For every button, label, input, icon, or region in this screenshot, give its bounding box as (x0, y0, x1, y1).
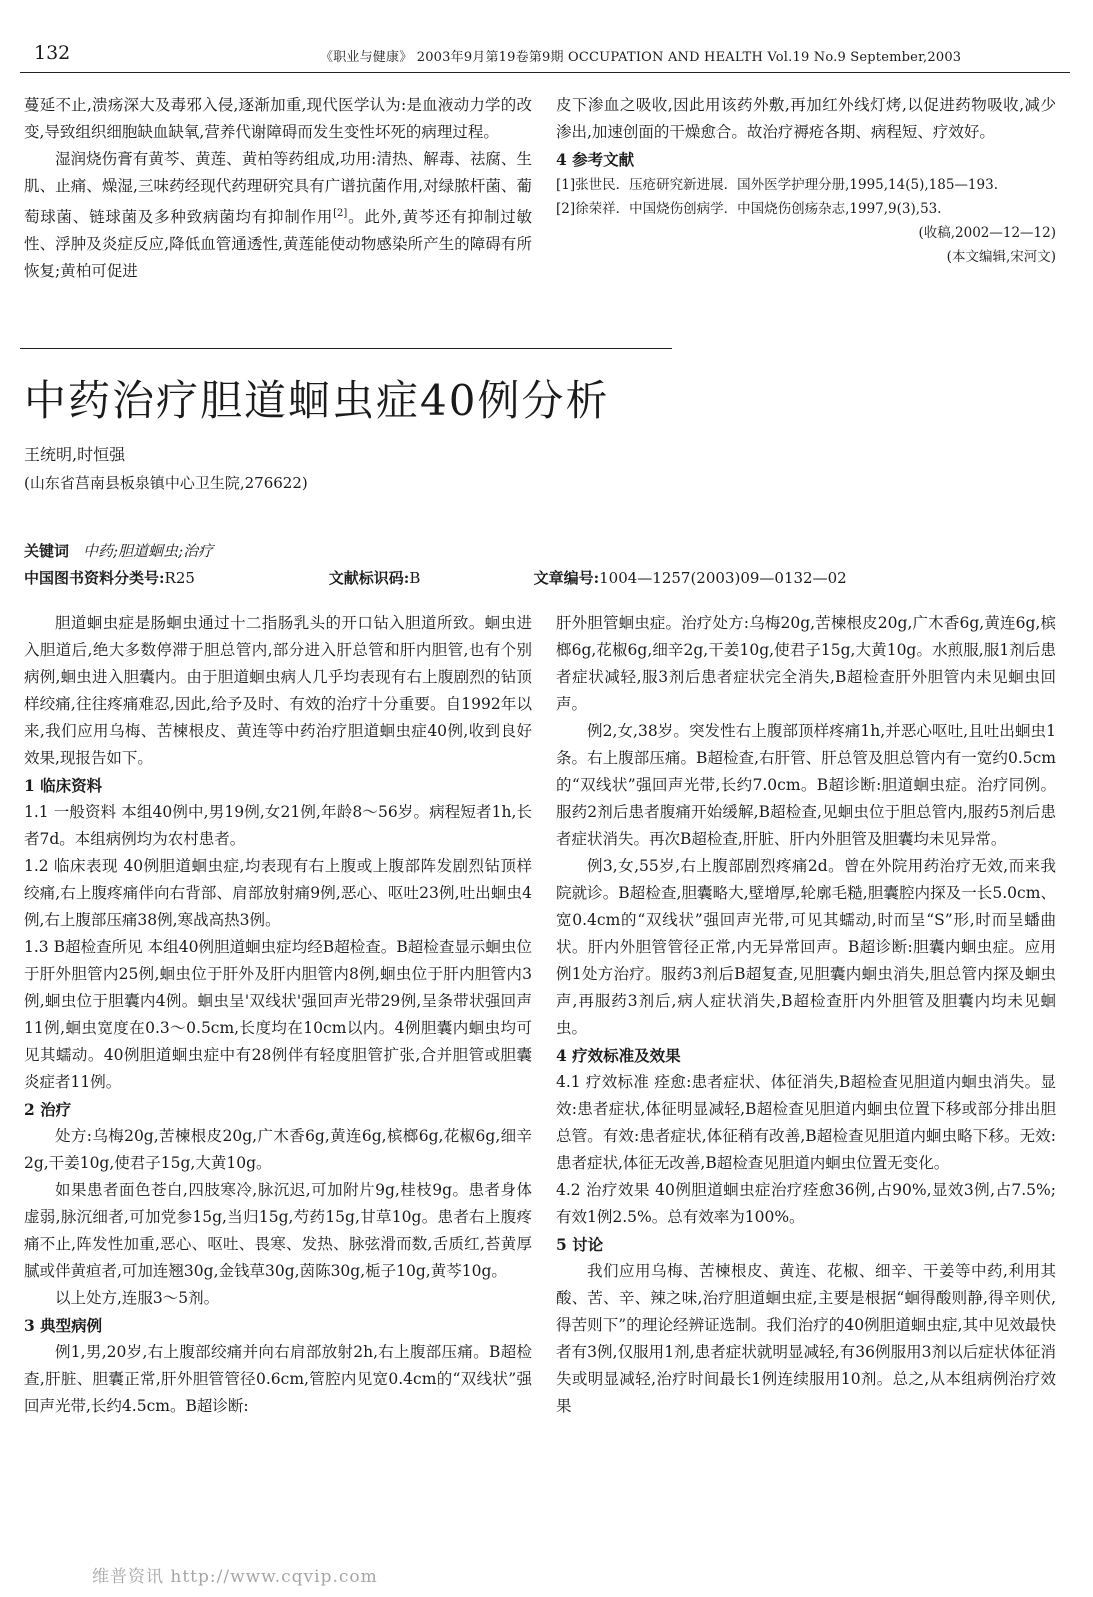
keywords-value: 中药;胆道蛔虫;治疗 (83, 542, 214, 560)
clc-field: 中国图书资料分类号:R25 (24, 569, 195, 587)
body-paragraph: 例3,女,55岁,右上腹部剧烈疼痛2d。曾在外院用药治疗无效,而来我院就诊。B超检查,胆囊略大,壁增厚,轮廓毛糙,胆囊腔内探及一长5.0cm、宽0.4cm的“双线状”强回声光带,可见其蠕动,时而呈“S”形,时而呈蟠曲状。肝内外胆管管径正常,内无异常回声。B超诊断:胆囊内蛔虫症。应用例1处方治疗。服药3剂后B超复查,见胆囊内蛔虫消失,胆总管内探及蛔虫声,再服药3剂后,病人症状消失,B超检查肝内外胆管及胆囊内均未见蛔虫。 (556, 857, 1056, 1037)
body-paragraph: 处方:乌梅20g,苦楝根皮20g,广木香6g,黄连6g,槟榔6g,花椒6g,细辛2g,干姜10g,使君子15g,大黄10g。 (24, 1127, 532, 1172)
prev-article-left-column (24, 92, 532, 285)
section-heading: 3 典型病例 (24, 1316, 103, 1335)
continued-paragraph: 肝外胆管蛔虫症。治疗处方:乌梅20g,苦楝根皮20g,广木香6g,黄连6g,槟榔6g,花椒6g,细辛2g,干姜10g,使君子15g,大黄10g。水煎服,服1剂后患者症状减轻,服3剂后患者症状完全消失,B超检查肝外胆管内未见蛔虫回声。 (556, 614, 1056, 713)
body-paragraph: 我们应用乌梅、苦楝根皮、黄连、花椒、细辛、干姜等中药,利用其酸、苦、辛、辣之味,治疗胆道蛔虫症,主要是根据“蛔得酸则静,得辛则伏,得苦则下”的理论经辨证选制。我们治疗的40例胆道蛔虫症,其中见效最快者有3例,仅服用1剂,患者症状就明显减轻,有36例服用3剂以后症状体征消失或明显减轻,治疗时间最长1例连续服用10剂。总之,从本组病例治疗效果 (556, 1262, 1056, 1415)
body-paragraph: 以上处方,连服3～5剂。 (55, 1289, 220, 1307)
prev-article-paragraph: 皮下渗血之吸收,因此用该药外敷,再加红外线灯烤,以促进药物吸收,减少渗出,加速创面的干燥愈合。故治疗褥疮各期、病程短、疗效好。 (556, 96, 1056, 141)
title-rule (20, 348, 672, 349)
reference-list (556, 173, 1056, 221)
reference-item: [1]张世民．压疮研究新进展．国外医学护理分册,1995,14(5),185—193. (556, 177, 998, 193)
authors: 王统明,时恒强 (24, 445, 126, 464)
subsection-paragraph: 4.2 治疗效果 40例胆道蛔虫症治疗痊愈36例,占90%,显效3例,占7.5%;有效1例2.5%。总有效率为100%。 (556, 1181, 1056, 1226)
subsection-paragraph: 1.2 临床表现 40例胆道蛔虫症,均表现有右上腹或上腹部阵发剧烈钻顶样绞痛,右上腹疼痛伴向右背部、肩部放射痛9例,恶心、呕吐23例,吐出蛔虫4例,右上腹部压痛38例,寒战高热3例。 (24, 857, 532, 929)
header-rule (20, 72, 1070, 73)
page-number: 132 (34, 42, 71, 64)
body-paragraph: 例2,女,38岁。突发性右上腹部顶样疼痛1h,并恶心呕吐,且吐出蛔虫1条。右上腹部压痛。B超检查,右肝管、肝总管及胆总管内有一宽约0.5cm的“双线状”强回声光带,长约7.0cm。B超诊断:胆道蛔虫症。治疗同例。服药2剂后患者腹痛开始缓解,B超检查,见蛔虫位于胆总管内,服药5剂后患者症状消失。再次B超检查,肝脏、肝内外胆管及胆囊均未见异常。 (556, 722, 1056, 848)
keywords-line (24, 540, 213, 561)
classification-line (24, 567, 1064, 588)
doc-code-field: 文献标识码:B (328, 569, 421, 587)
section-heading: 5 讨论 (556, 1235, 604, 1254)
editor-note: (本文编辑,宋河文) (946, 249, 1056, 265)
journal-running-header: 《职业与健康》 2003年9月第19卷第9期 OCCUPATION AND HEALTH Vol.19 No.9 September,2003 (320, 50, 962, 65)
keywords-label: 关键词 (24, 542, 70, 560)
prev-article-paragraph: 蔓延不止,溃疡深大及毒邪入侵,逐渐加重,现代医学认为:是血液动力学的改变,导致组织细胞缺血缺氧,营养代谢障碍而发生变性坏死的病理过程。 (24, 96, 532, 141)
body-left-column (24, 610, 532, 1420)
article-title: 中药治疗胆道蛔虫症40例分析 (24, 376, 610, 425)
section-heading: 2 治疗 (24, 1100, 72, 1119)
reference-item: [2]徐荣祥．中国烧伤创病学．中国烧伤创疡杂志,1997,9(3),53. (556, 201, 942, 217)
body-paragraph: 胆道蛔虫症是肠蛔虫通过十二指肠乳头的开口钻入胆道所致。蛔虫进入胆道后,绝大多数停滞于胆总管内,部分进入肝总管和肝内胆管,也有个别病例,蛔虫进入胆囊内。由于胆道蛔虫病人几乎均表现有右上腹剧烈的钻顶样绞痛,往往疼痛难忍,因此,给予及时、有效的治疗十分重要。自1992年以来,我们应用乌梅、苦楝根皮、黄连等中药治疗胆道蛔虫症40例,收到良好效果,现报告如下。 (24, 614, 532, 767)
section-heading: 4 疗效标准及效果 (556, 1046, 681, 1065)
received-date: (收稿,2002—12—12) (918, 225, 1056, 241)
subsection-paragraph: 4.1 疗效标准 痊愈:患者症状、体征消失,B超检查见胆道内蛔虫消失。显效:患者症状,体征明显减轻,B超检查见胆道内蛔虫位置下移或部分排出胆总管。有效:患者症状,体征稍有改善,B超检查见胆道内蛔虫略下移。无效:患者症状,体征无改善,B超检查见胆道内蛔虫位置无变化。 (556, 1073, 1056, 1172)
watermark: 维普资讯 http://www.cqvip.com (92, 1567, 378, 1587)
citation-mark: [2] (333, 208, 348, 219)
body-right-column (556, 610, 1056, 1420)
prev-article-paragraph: 湿润烧伤膏有黄芩、黄莲、黄柏等药组成,功用:清热、解毒、祛腐、生肌、止痛、燥湿,三味药经现代药理研究具有广谱抗菌作用,对绿脓杆菌、葡萄球菌、链球菌及多种致病菌均有抑制作用[2]。此外,黄芩还有抑制过敏性、浮肿及炎症反应,降低血管通透性,黄莲能使动物感染所产生的障碍有所恢复;黄柏可促进 (24, 150, 532, 281)
prev-article-right-column (556, 92, 1056, 269)
section-heading: 1 临床资料 (24, 776, 103, 795)
body-paragraph: 如果患者面色苍白,四肢寒冷,脉沉迟,可加附片9g,桂枝9g。患者身体虚弱,脉沉细者,可加党参15g,当归15g,芍药15g,甘草10g。患者右上腹疼痛不止,阵发性加重,恶心、呕吐、畏寒、发热、脉弦滑而数,舌质红,苔黄厚腻或伴黄疸者,可加连翘30g,金钱草30g,茵陈30g,栀子10g,黄芩10g。 (24, 1181, 532, 1280)
subsection-paragraph: 1.1 一般资料 本组40例中,男19例,女21例,年龄8～56岁。病程短者1h,长者7d。本组病例均为农村患者。 (24, 803, 532, 848)
references-heading: 4 参考文献 (556, 150, 635, 169)
affiliation: (山东省莒南县板泉镇中心卫生院,276622) (24, 474, 308, 492)
article-number-field: 文章编号:1004—1257(2003)09—0132—02 (533, 569, 847, 587)
body-paragraph: 例1,男,20岁,右上腹部绞痛并向右肩部放射2h,右上腹部压痛。B超检查,肝脏、胆囊正常,肝外胆管管径0.6cm,管腔内见宽0.4cm的“双线状”强回声光带,长约4.5cm。B超诊断: (24, 1343, 532, 1415)
subsection-paragraph: 1.3 B超检查所见 本组40例胆道蛔虫症均经B超检查。B超检查显示蛔虫位于肝外胆管内25例,蛔虫位于肝外及肝内胆管内8例,蛔虫位于肝内胆管内3例,蛔虫位于胆囊内4例。蛔虫呈'双线状'强回声光带29例,呈条带状强回声11例,蛔虫宽度在0.3～0.5cm,长度均在10cm以内。4例胆囊内蛔虫均可见其蠕动。40例胆道蛔虫症中有28例伴有轻度胆管扩张,合并胆管或胆囊炎症者11例。 (24, 938, 532, 1091)
